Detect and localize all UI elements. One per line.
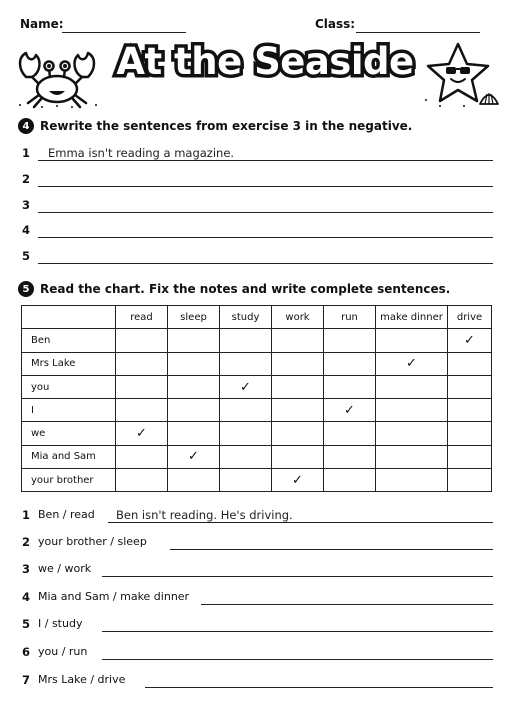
chart-cell — [272, 422, 324, 445]
ex4-line-number: 5 — [22, 249, 31, 263]
chart-cell — [448, 399, 492, 422]
chart-cell — [376, 422, 448, 445]
name-label: Name: — [20, 17, 64, 31]
chart-row — [22, 445, 492, 468]
ex5-prompt-text: Mrs Lake / drive — [38, 673, 126, 686]
chart-cell — [220, 329, 272, 352]
ex5-answer-line[interactable] — [108, 522, 493, 523]
chart-cell — [220, 352, 272, 375]
ex5-answer-text: Ben isn't reading. He's driving. — [116, 508, 293, 522]
tick-mark: ✓ — [292, 472, 303, 488]
chart-cell — [272, 352, 324, 375]
ex5-answer-line[interactable] — [201, 604, 493, 605]
ex5-prompt-number: 4 — [22, 590, 31, 604]
ex5-prompt-number: 5 — [22, 617, 31, 631]
chart-cell — [448, 445, 492, 468]
chart-row — [22, 375, 492, 398]
chart-cell — [116, 375, 168, 398]
tick-mark: ✓ — [406, 356, 417, 372]
name-field[interactable] — [62, 32, 186, 33]
tick-mark: ✓ — [188, 449, 199, 465]
chart-cell — [272, 399, 324, 422]
chart-cell — [116, 469, 168, 492]
chart-cell — [376, 445, 448, 468]
chart-cell — [168, 445, 220, 468]
ex5-prompt-number: 2 — [22, 535, 31, 549]
chart-cell — [324, 329, 376, 352]
ex4-line-number: 3 — [22, 198, 31, 212]
chart-row-name: Mrs Lake — [22, 352, 116, 375]
chart-cell — [376, 469, 448, 492]
ex4-answer-line[interactable] — [38, 186, 493, 187]
chart-cell — [116, 329, 168, 352]
ex4-answer-line[interactable] — [38, 263, 493, 264]
chart-cell — [116, 399, 168, 422]
ex5-answer-line[interactable] — [145, 687, 493, 688]
chart-cell — [116, 422, 168, 445]
chart-cell — [448, 352, 492, 375]
chart-cell — [220, 375, 272, 398]
chart-row-name: I — [22, 399, 116, 422]
chart-cell — [376, 329, 448, 352]
chart-cell — [324, 399, 376, 422]
chart-cell — [448, 375, 492, 398]
chart-row — [22, 469, 492, 492]
ex5-prompt-number: 1 — [22, 508, 31, 522]
tick-mark: ✓ — [464, 332, 475, 348]
chart-column-header: read — [116, 306, 168, 329]
chart-cell — [168, 399, 220, 422]
ex5-answer-line[interactable] — [102, 631, 493, 632]
chart-column-header: run — [324, 306, 376, 329]
chart-cell — [324, 469, 376, 492]
chart-row-name: Ben — [22, 329, 116, 352]
chart-row — [22, 422, 492, 445]
activity-chart — [21, 305, 492, 492]
ex4-answer-line[interactable] — [38, 237, 493, 238]
chart-row-name: we — [22, 422, 116, 445]
chart-cell — [324, 352, 376, 375]
chart-cell — [220, 399, 272, 422]
chart-cell — [116, 352, 168, 375]
exercise4-instruction: Rewrite the sentences from exercise 3 in the negative. — [40, 119, 413, 133]
tick-mark: ✓ — [136, 426, 147, 442]
ex4-line-number: 4 — [22, 223, 31, 237]
chart-cell — [448, 469, 492, 492]
chart-cell — [168, 375, 220, 398]
ex4-answer-text: Emma isn't reading a magazine. — [48, 146, 235, 160]
ex5-prompt-text: Mia and Sam / make dinner — [38, 590, 190, 603]
chart-row-name: you — [22, 375, 116, 398]
chart-cell — [272, 469, 324, 492]
chart-corner-cell — [22, 306, 116, 329]
chart-cell — [324, 422, 376, 445]
chart-row — [22, 352, 492, 375]
tick-mark: ✓ — [240, 379, 251, 395]
chart-row — [22, 399, 492, 422]
chart-cell — [220, 422, 272, 445]
chart-cell — [168, 352, 220, 375]
ex5-prompt-text: Ben / read — [38, 508, 95, 521]
chart-cell — [168, 422, 220, 445]
chart-cell — [220, 469, 272, 492]
ex4-line-number: 1 — [22, 146, 31, 160]
chart-cell — [220, 445, 272, 468]
exercise5-badge: 5 — [18, 281, 34, 297]
chart-column-header: work — [272, 306, 324, 329]
chart-cell — [448, 422, 492, 445]
chart-cell — [272, 329, 324, 352]
chart-cell — [168, 329, 220, 352]
chart-column-header: sleep — [168, 306, 220, 329]
ex5-prompt-text: we / work — [38, 562, 92, 575]
page-title: At the Seaside — [116, 40, 414, 83]
crab-icon — [12, 47, 102, 109]
shell-icon — [478, 88, 500, 106]
chart-cell — [272, 375, 324, 398]
ex5-answer-line[interactable] — [102, 659, 493, 660]
ex5-prompt-text: your brother / sleep — [38, 535, 147, 548]
ex4-answer-line[interactable] — [38, 160, 493, 161]
ex5-answer-line[interactable] — [102, 576, 493, 577]
chart-cell — [324, 445, 376, 468]
chart-column-header: make dinner — [376, 306, 448, 329]
ex5-prompt-text: you / run — [38, 645, 88, 658]
chart-cell — [272, 445, 324, 468]
ex5-prompt-number: 3 — [22, 562, 31, 576]
ex5-prompt-number: 6 — [22, 645, 31, 659]
chart-cell — [376, 399, 448, 422]
chart-row — [22, 329, 492, 352]
ex4-line-number: 2 — [22, 172, 31, 186]
ex5-answer-line[interactable] — [170, 549, 493, 550]
ex5-prompt-text: I / study — [38, 617, 83, 630]
exercise4-badge: 4 — [18, 118, 34, 134]
chart-cell — [324, 375, 376, 398]
ex5-prompt-number: 7 — [22, 673, 31, 687]
chart-column-header: drive — [448, 306, 492, 329]
chart-cell — [376, 375, 448, 398]
exercise5-instruction: Read the chart. Fix the notes and write complete sentences. — [40, 282, 451, 296]
tick-mark: ✓ — [344, 402, 355, 418]
chart-column-header: study — [220, 306, 272, 329]
chart-cell — [168, 469, 220, 492]
chart-row-name: Mia and Sam — [22, 445, 116, 468]
class-label: Class: — [315, 17, 356, 31]
chart-cell — [448, 329, 492, 352]
chart-cell — [116, 445, 168, 468]
chart-row-name: your brother — [22, 469, 116, 492]
chart-cell — [376, 352, 448, 375]
ex4-answer-line[interactable] — [38, 212, 493, 213]
class-field[interactable] — [356, 32, 480, 33]
